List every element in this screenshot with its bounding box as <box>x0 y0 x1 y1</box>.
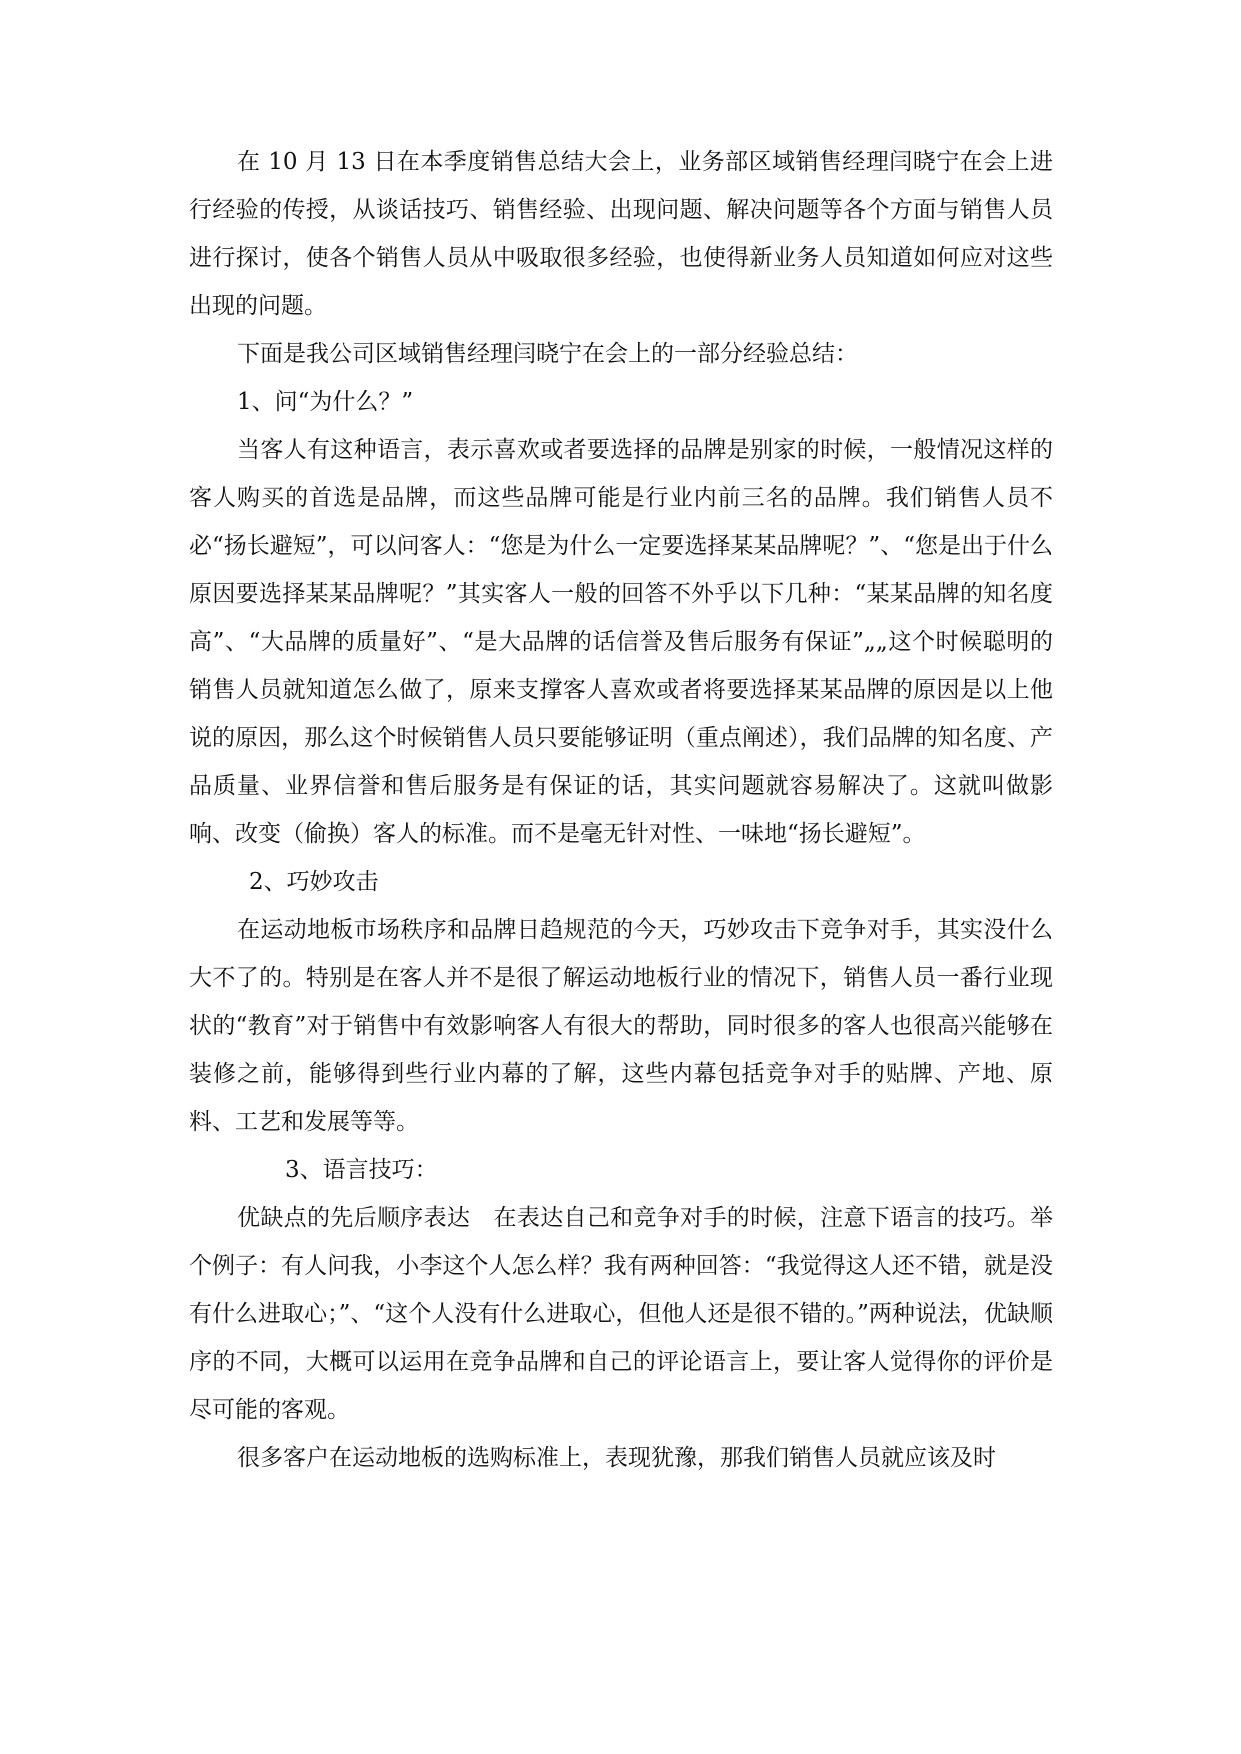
closing-paragraph: 很多客户在运动地板的选购标准上，表现犹豫，那我们销售人员就应该及时 <box>237 1445 996 1471</box>
section-2-paragraph: 在运动地板市场秩序和品牌日趋规范的今天，巧妙攻击下竞争对手，其实没什么大不了的。特别是在客人并不是很了解运动地板行业的情况下，销售人员一番行业现状的“教育”对于销售中有效影响客人有很大的帮助，同时很多的客人也很高兴能够在装修之前，能够得到些行业内幕的了解，这些内幕包括竞争对手的贴牌、产地、原料、工艺和发展等等。 <box>189 917 1053 1135</box>
section-heading-3: 3、语言技巧： <box>285 1157 438 1183</box>
intro-paragraph: 在 10 月 13 日在本季度销售总结大会上，业务部区域销售经理闫晓宁在会上进行经验的传授，从谈话技巧、销售经验、出现问题、解决问题等各个方面与销售人员进行探讨，使各个销售人员从中吸取很多经验，也使得新业务人员知道如何应对这些出现的问题。 <box>189 149 1053 319</box>
section-3-paragraph: 优缺点的先后顺序表达 在表达自己和竞争对手的时候，注意下语言的技巧。举个例子：有人问我，小李这个人怎么样？我有两种回答：“我觉得这人还不错，就是没有什么进取心；”、“这个人没有什么进取心，但他人还是很不错的。”两种说法，优缺顺序的不同，大概可以运用在竞争品牌和自己的评论语言上，要让客人觉得你的评价是尽可能的客观。 <box>189 1205 1053 1423</box>
section-heading-1: 1、问“为什么？” <box>237 389 414 415</box>
section-heading-2: 2、巧妙攻击 <box>249 869 379 895</box>
document-page <box>189 138 1053 1482</box>
summary-intro-paragraph: 下面是我公司区域销售经理闫晓宁在会上的一部分经验总结： <box>237 341 858 367</box>
section-1-paragraph: 当客人有这种语言，表示喜欢或者要选择的品牌是别家的时候，一般情况这样的客人购买的首选是品牌，而这些品牌可能是行业内前三名的品牌。我们销售人员不必“扬长避短”，可以问客人：“您是为什么一定要选择某某品牌呢？”、“您是出于什么原因要选择某某品牌呢？”其实客人一般的回答不外乎以下几种：“某某品牌的知名度高”、“大品牌的质量好”、“是大品牌的话信誉及售后服务有保证”„„这个时候聪明的销售人员就知道怎么做了，原来支撑客人喜欢或者将要选择某某品牌的原因是以上他说的原因，那么这个时候销售人员只要能够证明（重点阐述），我们品牌的知名度、产品质量、业界信誉和售后服务是有保证的话，其实问题就容易解决了。这就叫做影响、改变（偷换）客人的标准。而不是毫无针对性、一味地“扬长避短”。 <box>189 437 1053 847</box>
